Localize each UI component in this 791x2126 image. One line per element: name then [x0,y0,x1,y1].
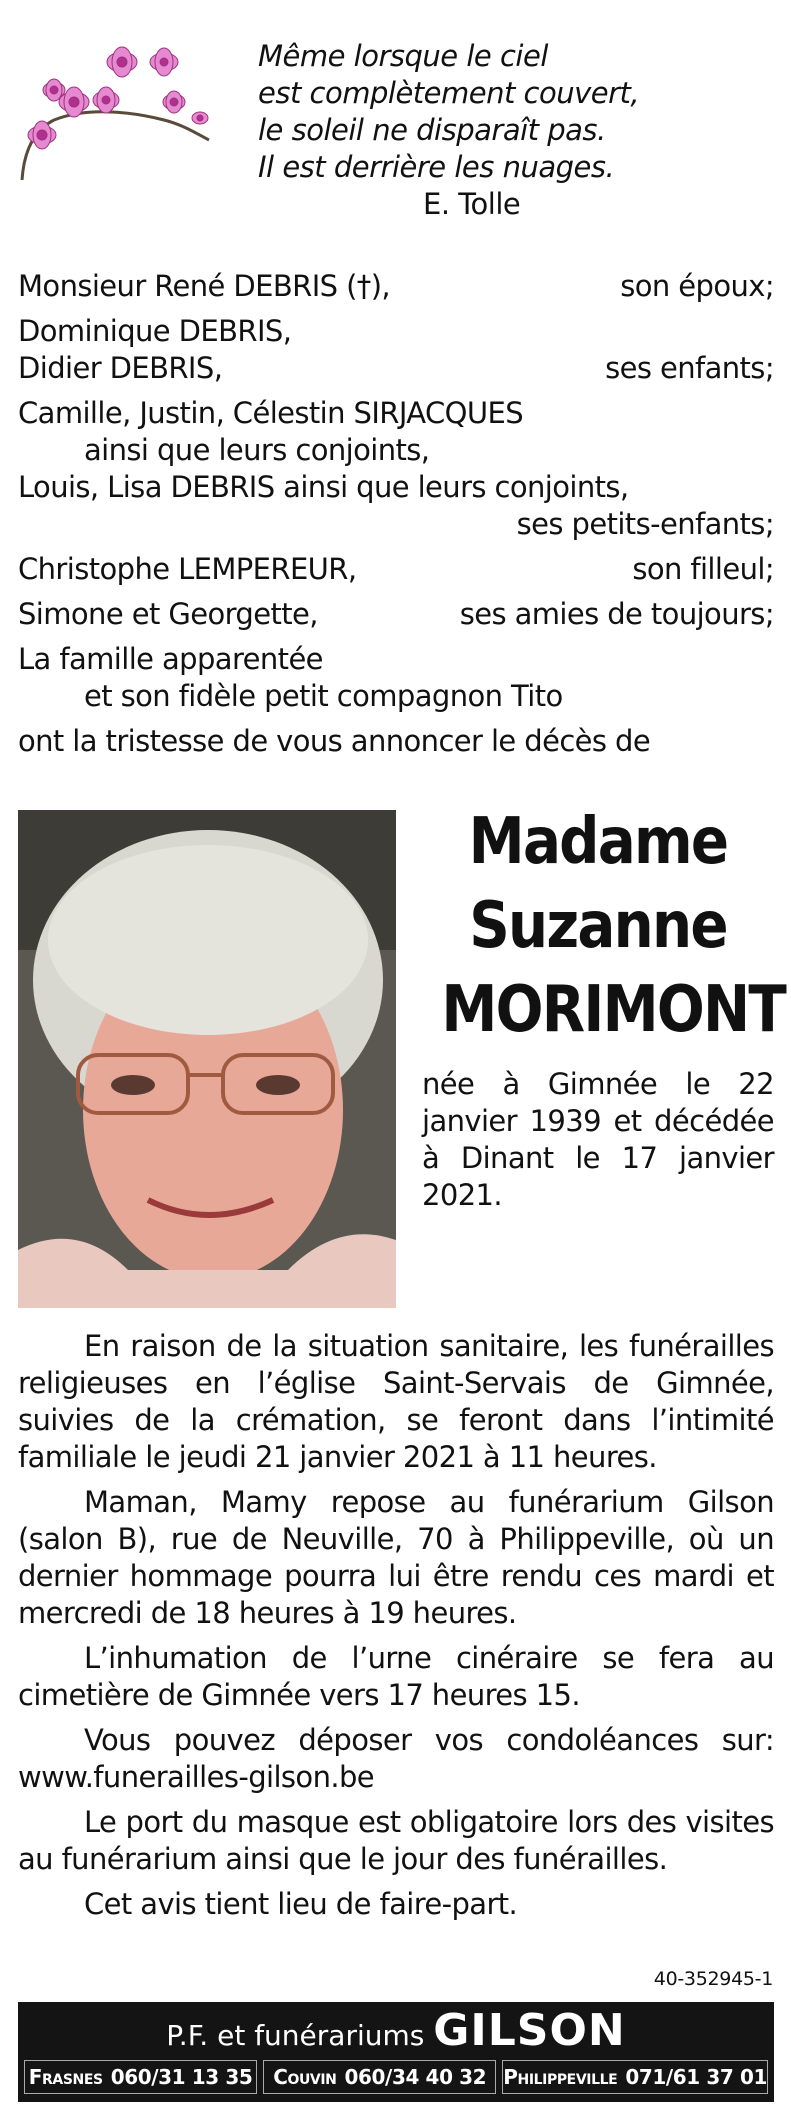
family-relation: ses amies de toujours; [459,597,774,631]
family-list [18,268,774,760]
quote-line: Il est derrière les nuages. [258,150,615,184]
paragraph: Vous pouvez déposer vos condoléances sur: www.funerailles-gilson.be [18,1723,774,1794]
family-row [18,551,774,588]
family-member: Didier DEBRIS, [18,351,223,385]
family-row [18,641,774,678]
quote-line: est complètement couvert, [258,76,640,110]
family-row [18,395,774,432]
brand-name: GILSON [433,2005,626,2056]
family-row [18,469,774,506]
family-member: et son fidèle petit compagnon Tito [84,679,563,713]
deceased-first-name: Suzanne [469,889,727,963]
family-relation: ses petits-enfants; [516,507,774,541]
phone-number: 060/34 40 32 [344,2065,487,2089]
family-member: ainsi que leurs conjoints, [84,433,430,467]
phone-list [24,2060,768,2094]
portrait-photo [18,810,396,1308]
paragraph: Le port du masque est obligatoire lors des visites au funérarium ainsi que le jour des funérailles. [18,1805,774,1876]
family-row [18,350,774,387]
family-relation: ses enfants; [605,351,774,385]
family-member: Camille, Justin, Célestin SIRJACQUES [18,396,524,430]
orchid-icon [14,40,214,185]
family-row [18,268,774,305]
family-row [18,596,774,633]
deceased-last-name: MORIMONT [441,973,785,1047]
quote-line: le soleil ne disparaît pas. [258,113,606,147]
family-member: Dominique DEBRIS, [18,314,292,348]
family-row [18,506,774,543]
phone-number: 060/31 13 35 [110,2065,253,2089]
quote-author: E. Tolle [423,187,521,221]
phone-city: Philippeville [503,2065,618,2089]
family-member: Louis, Lisa DEBRIS ainsi que leurs conjoints, [18,470,629,504]
quote-block [258,38,718,223]
reference-number: 40-352945-1 [653,1968,773,1990]
family-member: Monsieur René DEBRIS (†), [18,269,391,303]
family-row [18,432,774,469]
phone-number: 071/61 37 01 [625,2065,767,2089]
paragraph: En raison de la situation sanitaire, les funérailles religieuses en l’église Saint-Servais de Gimnée, suivies de la crémation, se feront dans l’intimité familiale le jeudi 21 janvier 2021 à 11 heures. [18,1329,774,1474]
phone-frasnes [24,2060,257,2094]
funeral-home-brand [18,2006,774,2061]
funeral-details [18,1328,774,1931]
family-row [18,313,774,350]
funeral-home-footer [18,2002,774,2102]
family-member: Simone et Georgette, [18,597,318,631]
paragraph: L’inhumation de l’urne cinéraire se fera au cimetière de Gimnée vers 17 heures 15. [18,1641,774,1712]
paragraph: Cet avis tient lieu de faire-part. [84,1887,518,1921]
paragraph: Maman, Mamy repose au funérarium Gilson (salon B), rue de Neuville, 70 à Philippeville, où un dernier hommage pourra lui être rendu ces mardi et mercredi de 18 heures à 19 heures. [18,1485,774,1630]
deceased-name [441,800,785,1052]
family-row [18,678,774,715]
phone-city: Couvin [273,2065,337,2089]
family-member: Christophe LEMPEREUR, [18,552,357,586]
birth-death-dates: née à Gimnée le 22 janvier 1939 et décédée à Dinant le 17 janvier 2021. [422,1067,774,1212]
family-relation: son filleul; [632,552,774,586]
announcement-text: ont la tristesse de vous annoncer le décès de [18,724,651,758]
family-row [18,723,774,760]
phone-city: Frasnes [28,2065,103,2089]
family-member: La famille apparentée [18,642,323,676]
quote-line: Même lorsque le ciel [258,39,548,73]
brand-prefix: P.F. et funérariums [166,2019,425,2052]
deceased-title: Madame [468,805,728,879]
family-relation: son époux; [620,269,774,303]
phone-philippeville [502,2060,768,2094]
phone-couvin [263,2060,496,2094]
